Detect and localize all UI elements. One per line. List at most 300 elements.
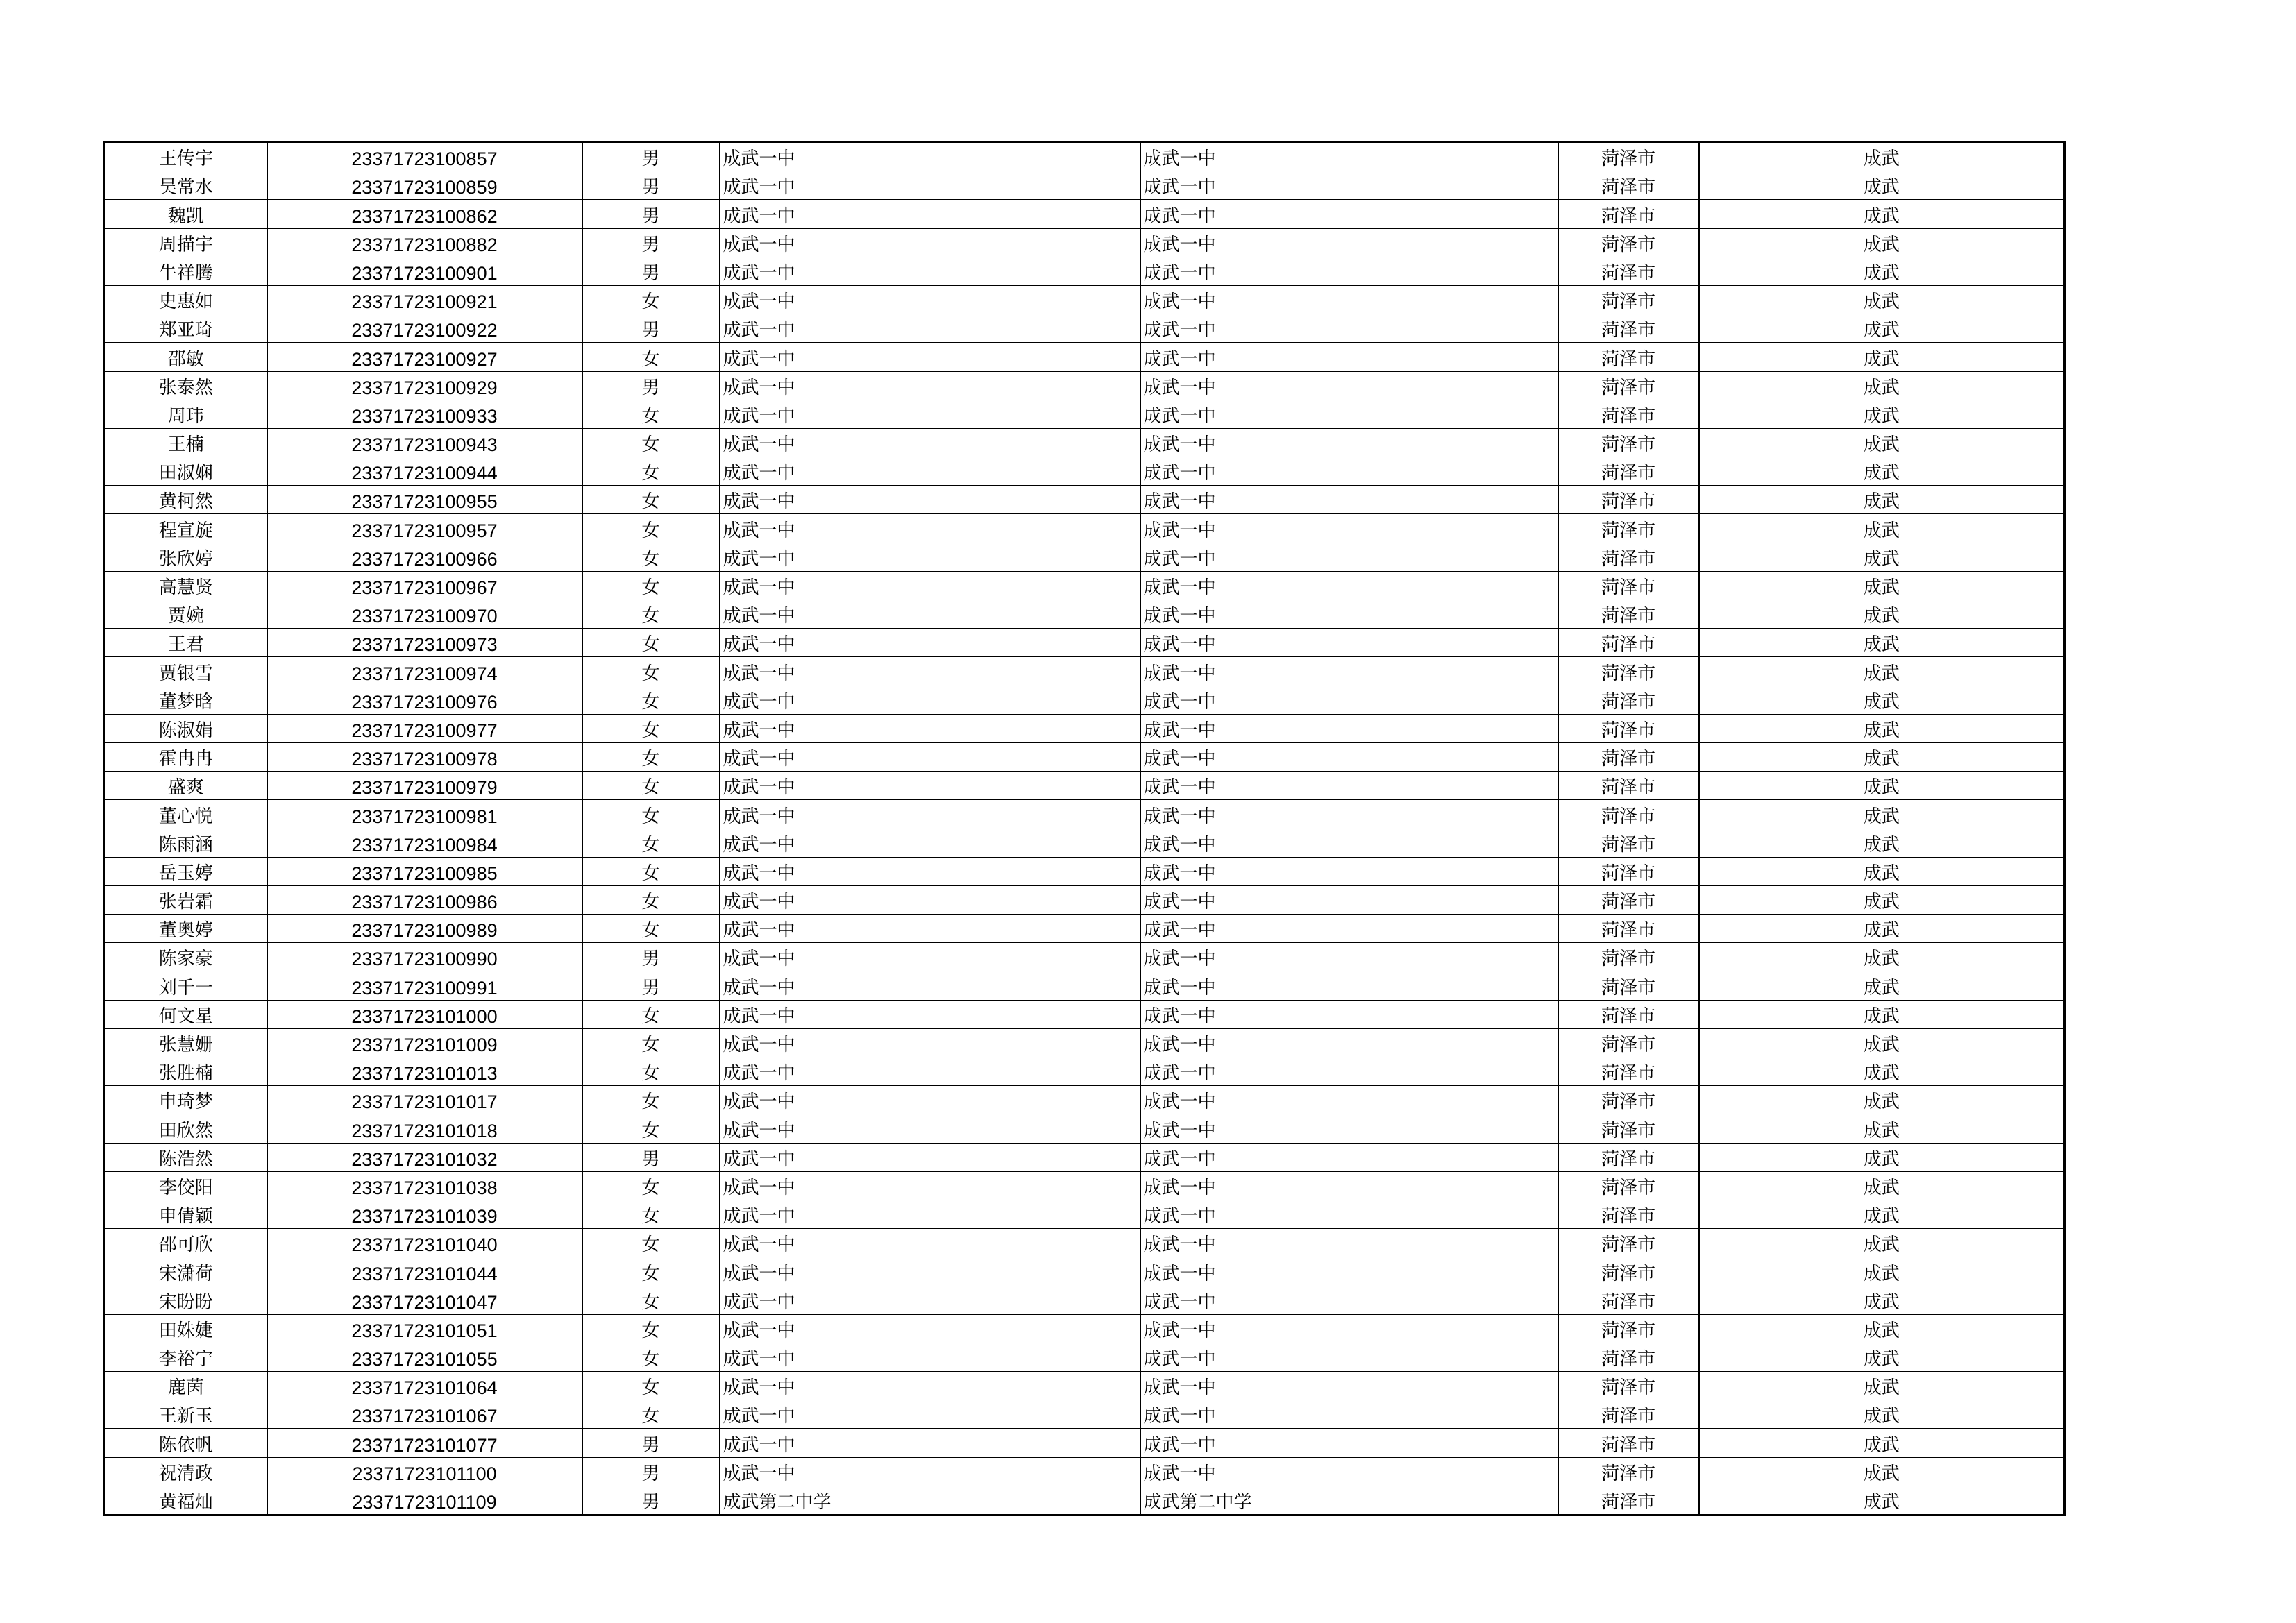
city-cell: 菏泽市 [1558,371,1699,400]
exam-number-cell: 23371723101047 [267,1286,582,1314]
city-cell: 菏泽市 [1558,714,1699,742]
table-row [105,371,2065,400]
school-cell: 成武一中 [720,885,1140,914]
gender-cell: 男 [582,1486,720,1515]
school-cell: 成武一中 [720,714,1140,742]
gender-cell: 女 [582,800,720,829]
school-cell: 成武一中 [720,857,1140,885]
student-name-cell: 董奥婷 [105,915,267,943]
registered-school-cell: 成武一中 [1140,657,1558,686]
county-cell: 成武 [1699,457,2065,486]
school-cell: 成武一中 [720,285,1140,314]
registered-school-cell: 成武一中 [1140,314,1558,343]
table-body [105,142,2065,1515]
county-cell: 成武 [1699,228,2065,257]
registered-school-cell: 成武一中 [1140,343,1558,371]
registered-school-cell: 成武一中 [1140,1314,1558,1343]
table-row [105,1286,2065,1314]
exam-number-cell: 23371723100929 [267,371,582,400]
registered-school-cell: 成武一中 [1140,1372,1558,1400]
student-name-cell: 祝清政 [105,1457,267,1486]
exam-number-cell: 23371723100974 [267,657,582,686]
table-row [105,1000,2065,1028]
gender-cell: 男 [582,943,720,971]
registered-school-cell: 成武一中 [1140,428,1558,457]
exam-number-cell: 23371723100921 [267,285,582,314]
registered-school-cell: 成武一中 [1140,714,1558,742]
school-cell: 成武一中 [720,343,1140,371]
student-name-cell: 宋盼盼 [105,1286,267,1314]
city-cell: 菏泽市 [1558,629,1699,657]
city-cell: 菏泽市 [1558,686,1699,714]
school-cell: 成武一中 [720,1057,1140,1086]
gender-cell: 男 [582,200,720,228]
registered-school-cell: 成武一中 [1140,457,1558,486]
student-name-cell: 董心悦 [105,800,267,829]
county-cell: 成武 [1699,1343,2065,1371]
school-cell: 成武一中 [720,800,1140,829]
school-cell: 成武一中 [720,1086,1140,1114]
registered-school-cell: 成武一中 [1140,857,1558,885]
exam-number-cell: 23371723100957 [267,514,582,543]
table-row [105,543,2065,571]
exam-number-cell: 23371723100859 [267,171,582,200]
city-cell: 菏泽市 [1558,171,1699,200]
city-cell: 菏泽市 [1558,1028,1699,1057]
exam-number-cell: 23371723100990 [267,943,582,971]
exam-number-cell: 23371723101009 [267,1028,582,1057]
school-cell: 成武一中 [720,686,1140,714]
registered-school-cell: 成武一中 [1140,171,1558,200]
city-cell: 菏泽市 [1558,1229,1699,1257]
gender-cell: 女 [582,1171,720,1200]
gender-cell: 男 [582,1429,720,1457]
county-cell: 成武 [1699,571,2065,600]
city-cell: 菏泽市 [1558,514,1699,543]
registered-school-cell: 成武一中 [1140,772,1558,800]
exam-number-cell: 23371723101040 [267,1229,582,1257]
city-cell: 菏泽市 [1558,829,1699,857]
school-cell: 成武一中 [720,428,1140,457]
county-cell: 成武 [1699,1057,2065,1086]
gender-cell: 女 [582,772,720,800]
gender-cell: 女 [582,514,720,543]
table-row [105,629,2065,657]
student-list-table [103,141,2066,1516]
county-cell: 成武 [1699,400,2065,428]
city-cell: 菏泽市 [1558,428,1699,457]
county-cell: 成武 [1699,1028,2065,1057]
gender-cell: 男 [582,1457,720,1486]
student-name-cell: 王传宇 [105,142,267,171]
table-row [105,314,2065,343]
gender-cell: 女 [582,600,720,629]
registered-school-cell: 成武一中 [1140,1057,1558,1086]
table-row [105,285,2065,314]
table-row [105,657,2065,686]
table-row [105,171,2065,200]
student-name-cell: 魏凯 [105,200,267,228]
county-cell: 成武 [1699,1143,2065,1171]
county-cell: 成武 [1699,371,2065,400]
student-name-cell: 陈浩然 [105,1143,267,1171]
city-cell: 菏泽市 [1558,1343,1699,1371]
county-cell: 成武 [1699,142,2065,171]
student-name-cell: 吴常水 [105,171,267,200]
registered-school-cell: 成武一中 [1140,1343,1558,1371]
student-name-cell: 邵可欣 [105,1229,267,1257]
table-row [105,857,2065,885]
exam-number-cell: 23371723100922 [267,314,582,343]
gender-cell: 女 [582,714,720,742]
student-name-cell: 黄柯然 [105,486,267,514]
exam-number-cell: 23371723100986 [267,885,582,914]
city-cell: 菏泽市 [1558,257,1699,285]
student-name-cell: 李裕宁 [105,1343,267,1371]
city-cell: 菏泽市 [1558,600,1699,629]
registered-school-cell: 成武一中 [1140,571,1558,600]
gender-cell: 女 [582,1400,720,1429]
gender-cell: 女 [582,657,720,686]
table-row [105,228,2065,257]
student-name-cell: 申琦梦 [105,1086,267,1114]
city-cell: 菏泽市 [1558,1486,1699,1515]
city-cell: 菏泽市 [1558,571,1699,600]
student-name-cell: 贾银雪 [105,657,267,686]
registered-school-cell: 成武一中 [1140,1086,1558,1114]
student-name-cell: 张慧姗 [105,1028,267,1057]
city-cell: 菏泽市 [1558,742,1699,771]
exam-number-cell: 23371723100901 [267,257,582,285]
table-row [105,571,2065,600]
city-cell: 菏泽市 [1558,457,1699,486]
school-cell: 成武一中 [720,371,1140,400]
county-cell: 成武 [1699,514,2065,543]
gender-cell: 女 [582,742,720,771]
exam-number-cell: 23371723100976 [267,686,582,714]
school-cell: 成武一中 [720,915,1140,943]
registered-school-cell: 成武一中 [1140,400,1558,428]
gender-cell: 女 [582,1200,720,1228]
city-cell: 菏泽市 [1558,800,1699,829]
county-cell: 成武 [1699,857,2065,885]
table-row [105,1429,2065,1457]
school-cell: 成武一中 [720,400,1140,428]
table-row [105,200,2065,228]
student-name-cell: 贾婉 [105,600,267,629]
exam-number-cell: 23371723100978 [267,742,582,771]
gender-cell: 女 [582,1229,720,1257]
table-row [105,885,2065,914]
gender-cell: 女 [582,1343,720,1371]
gender-cell: 女 [582,543,720,571]
county-cell: 成武 [1699,1457,2065,1486]
registered-school-cell: 成武一中 [1140,915,1558,943]
student-name-cell: 陈依帆 [105,1429,267,1457]
gender-cell: 女 [582,1086,720,1114]
registered-school-cell: 成武一中 [1140,1429,1558,1457]
registered-school-cell: 成武一中 [1140,1171,1558,1200]
school-cell: 成武一中 [720,514,1140,543]
school-cell: 成武一中 [720,1143,1140,1171]
city-cell: 菏泽市 [1558,1400,1699,1429]
gender-cell: 女 [582,1028,720,1057]
city-cell: 菏泽市 [1558,1286,1699,1314]
county-cell: 成武 [1699,1114,2065,1143]
school-cell: 成武一中 [720,142,1140,171]
registered-school-cell: 成武一中 [1140,1229,1558,1257]
city-cell: 菏泽市 [1558,1372,1699,1400]
registered-school-cell: 成武一中 [1140,514,1558,543]
county-cell: 成武 [1699,971,2065,1000]
exam-number-cell: 23371723100857 [267,142,582,171]
student-name-cell: 王楠 [105,428,267,457]
gender-cell: 女 [582,629,720,657]
table-row [105,1086,2065,1114]
student-name-cell: 何文星 [105,1000,267,1028]
city-cell: 菏泽市 [1558,1143,1699,1171]
student-name-cell: 申倩颖 [105,1200,267,1228]
registered-school-cell: 成武一中 [1140,1400,1558,1429]
school-cell: 成武一中 [720,1400,1140,1429]
exam-number-cell: 23371723100966 [267,543,582,571]
registered-school-cell: 成武一中 [1140,829,1558,857]
school-cell: 成武一中 [720,1114,1140,1143]
city-cell: 菏泽市 [1558,228,1699,257]
table-row [105,971,2065,1000]
table-row [105,428,2065,457]
city-cell: 菏泽市 [1558,1171,1699,1200]
registered-school-cell: 成武一中 [1140,257,1558,285]
school-cell: 成武一中 [720,543,1140,571]
exam-number-cell: 23371723100944 [267,457,582,486]
gender-cell: 男 [582,371,720,400]
school-cell: 成武一中 [720,314,1140,343]
exam-number-cell: 23371723100981 [267,800,582,829]
gender-cell: 女 [582,1372,720,1400]
gender-cell: 女 [582,829,720,857]
table-row [105,772,2065,800]
student-name-cell: 董梦晗 [105,686,267,714]
student-name-cell: 霍冉冉 [105,742,267,771]
student-name-cell: 田欣然 [105,1114,267,1143]
student-name-cell: 程宣旋 [105,514,267,543]
registered-school-cell: 成武一中 [1140,1143,1558,1171]
student-name-cell: 郑亚琦 [105,314,267,343]
registered-school-cell: 成武一中 [1140,1000,1558,1028]
county-cell: 成武 [1699,1400,2065,1429]
table-row [105,142,2065,171]
table-row [105,1143,2065,1171]
exam-number-cell: 23371723101032 [267,1143,582,1171]
school-cell: 成武一中 [720,228,1140,257]
exam-number-cell: 23371723101055 [267,1343,582,1371]
table-row [105,1314,2065,1343]
registered-school-cell: 成武一中 [1140,285,1558,314]
city-cell: 菏泽市 [1558,857,1699,885]
county-cell: 成武 [1699,1229,2065,1257]
student-name-cell: 高慧贤 [105,571,267,600]
county-cell: 成武 [1699,171,2065,200]
county-cell: 成武 [1699,714,2065,742]
gender-cell: 女 [582,915,720,943]
table-row [105,800,2065,829]
student-name-cell: 黄福灿 [105,1486,267,1515]
exam-number-cell: 23371723101051 [267,1314,582,1343]
city-cell: 菏泽市 [1558,142,1699,171]
city-cell: 菏泽市 [1558,657,1699,686]
city-cell: 菏泽市 [1558,1057,1699,1086]
county-cell: 成武 [1699,257,2065,285]
school-cell: 成武一中 [720,1171,1140,1200]
school-cell: 成武一中 [720,486,1140,514]
school-cell: 成武一中 [720,1457,1140,1486]
table-row [105,1028,2065,1057]
student-name-cell: 周描宇 [105,228,267,257]
school-cell: 成武一中 [720,1229,1140,1257]
gender-cell: 女 [582,885,720,914]
table-row [105,1057,2065,1086]
exam-number-cell: 23371723101044 [267,1257,582,1286]
school-cell: 成武一中 [720,1343,1140,1371]
gender-cell: 女 [582,400,720,428]
table-row [105,714,2065,742]
table-row [105,1171,2065,1200]
gender-cell: 女 [582,857,720,885]
registered-school-cell: 成武一中 [1140,943,1558,971]
exam-number-cell: 23371723100943 [267,428,582,457]
county-cell: 成武 [1699,200,2065,228]
student-name-cell: 张胜楠 [105,1057,267,1086]
city-cell: 菏泽市 [1558,1429,1699,1457]
county-cell: 成武 [1699,343,2065,371]
school-cell: 成武一中 [720,971,1140,1000]
county-cell: 成武 [1699,1000,2065,1028]
student-name-cell: 宋潇荷 [105,1257,267,1286]
gender-cell: 女 [582,486,720,514]
student-name-cell: 田淑娴 [105,457,267,486]
registered-school-cell: 成武一中 [1140,543,1558,571]
table-row [105,457,2065,486]
gender-cell: 女 [582,343,720,371]
student-name-cell: 盛爽 [105,772,267,800]
exam-number-cell: 23371723100977 [267,714,582,742]
school-cell: 成武一中 [720,1000,1140,1028]
gender-cell: 女 [582,285,720,314]
registered-school-cell: 成武一中 [1140,1114,1558,1143]
exam-number-cell: 23371723100955 [267,486,582,514]
student-name-cell: 陈家豪 [105,943,267,971]
city-cell: 菏泽市 [1558,772,1699,800]
student-name-cell: 陈雨涵 [105,829,267,857]
student-name-cell: 王新玉 [105,1400,267,1429]
student-name-cell: 刘千一 [105,971,267,1000]
table-row [105,257,2065,285]
county-cell: 成武 [1699,1429,2065,1457]
city-cell: 菏泽市 [1558,1257,1699,1286]
county-cell: 成武 [1699,285,2065,314]
exam-number-cell: 23371723100973 [267,629,582,657]
exam-number-cell: 23371723100927 [267,343,582,371]
registered-school-cell: 成武一中 [1140,629,1558,657]
registered-school-cell: 成武一中 [1140,1457,1558,1486]
registered-school-cell: 成武一中 [1140,885,1558,914]
exam-number-cell: 23371723101038 [267,1171,582,1200]
gender-cell: 女 [582,686,720,714]
city-cell: 菏泽市 [1558,1114,1699,1143]
table-row [105,829,2065,857]
city-cell: 菏泽市 [1558,1457,1699,1486]
student-name-cell: 周玮 [105,400,267,428]
student-name-cell: 史惠如 [105,285,267,314]
school-cell: 成武一中 [720,657,1140,686]
county-cell: 成武 [1699,1200,2065,1228]
table-row [105,1229,2065,1257]
exam-number-cell: 23371723101000 [267,1000,582,1028]
school-cell: 成武一中 [720,257,1140,285]
city-cell: 菏泽市 [1558,1000,1699,1028]
city-cell: 菏泽市 [1558,343,1699,371]
city-cell: 菏泽市 [1558,400,1699,428]
registered-school-cell: 成武一中 [1140,1286,1558,1314]
school-cell: 成武一中 [720,171,1140,200]
school-cell: 成武一中 [720,571,1140,600]
registered-school-cell: 成武一中 [1140,371,1558,400]
county-cell: 成武 [1699,800,2065,829]
exam-number-cell: 23371723100967 [267,571,582,600]
gender-cell: 女 [582,1057,720,1086]
county-cell: 成武 [1699,1372,2065,1400]
exam-number-cell: 23371723101039 [267,1200,582,1228]
gender-cell: 女 [582,571,720,600]
table-row [105,400,2065,428]
exam-number-cell: 23371723100989 [267,915,582,943]
county-cell: 成武 [1699,742,2065,771]
exam-number-cell: 23371723101109 [267,1486,582,1515]
city-cell: 菏泽市 [1558,1086,1699,1114]
registered-school-cell: 成武一中 [1140,142,1558,171]
registered-school-cell: 成武一中 [1140,1257,1558,1286]
county-cell: 成武 [1699,829,2065,857]
student-name-cell: 张岩霜 [105,885,267,914]
registered-school-cell: 成武一中 [1140,800,1558,829]
city-cell: 菏泽市 [1558,486,1699,514]
exam-number-cell: 23371723100933 [267,400,582,428]
gender-cell: 男 [582,1143,720,1171]
city-cell: 菏泽市 [1558,285,1699,314]
student-name-cell: 田姝婕 [105,1314,267,1343]
county-cell: 成武 [1699,1314,2065,1343]
school-cell: 成武一中 [720,457,1140,486]
gender-cell: 男 [582,228,720,257]
student-name-cell: 牛祥腾 [105,257,267,285]
city-cell: 菏泽市 [1558,885,1699,914]
exam-number-cell: 23371723101018 [267,1114,582,1143]
table-row [105,915,2065,943]
registered-school-cell: 成武第二中学 [1140,1486,1558,1515]
county-cell: 成武 [1699,600,2065,629]
county-cell: 成武 [1699,885,2065,914]
gender-cell: 女 [582,1114,720,1143]
registered-school-cell: 成武一中 [1140,200,1558,228]
county-cell: 成武 [1699,1171,2065,1200]
gender-cell: 男 [582,257,720,285]
table-row [105,1486,2065,1515]
exam-number-cell: 23371723101077 [267,1429,582,1457]
school-cell: 成武一中 [720,629,1140,657]
table-row [105,686,2065,714]
student-name-cell: 邵敏 [105,343,267,371]
